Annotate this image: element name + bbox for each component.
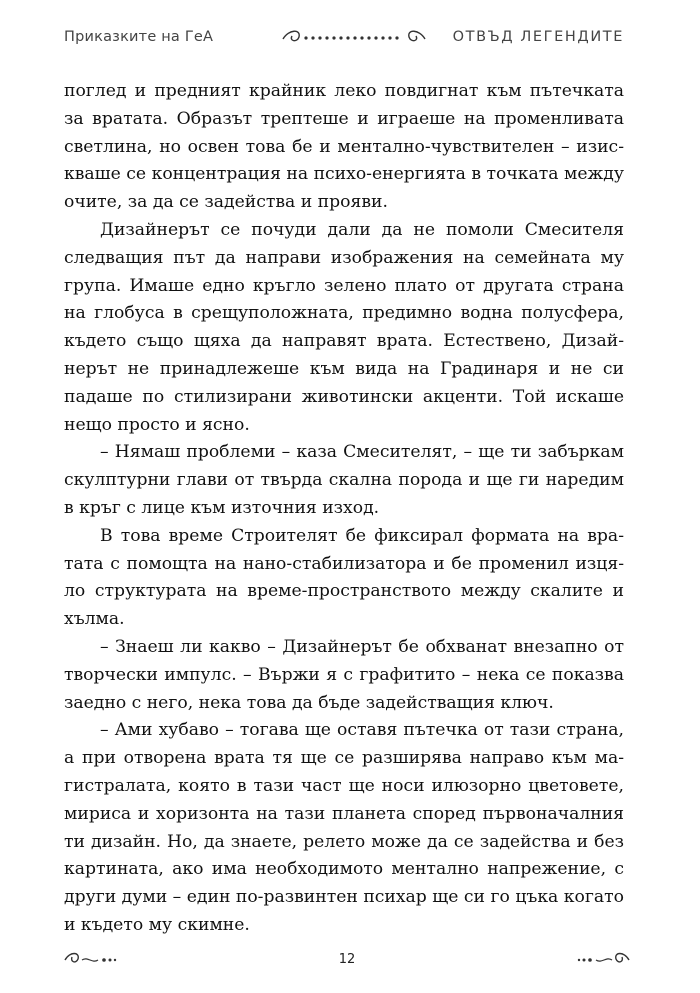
running-head	[64, 26, 624, 50]
paragraph: поглед и предният крайник леко повдигнат към пътечката за вратата. Образът трептеше и играеше на променливата светлина, но освен това бе и ментално-чувствителен – изискваше се концентрация на психо-енергията в точката между очите, за да се задейства и прояви.	[64, 81, 624, 213]
section-title: ОТВЪД ЛЕГЕНДИТЕ	[452, 29, 624, 45]
body-text	[64, 78, 624, 940]
page-number: 12	[338, 952, 356, 967]
paragraph: – Знаеш ли какво – Дизайнерът бе обхванат внезапно от творчески импулс. – Вържи я с графитито – нека се показва заедно с него, нека това да бъде задействащия ключ.	[64, 636, 624, 713]
paragraph: – Ами хубаво – тогава ще оставя пътечка от тази страна, а при отворена врата тя ще се разширява направо към магистралата, която в тази част ще носи илюзорно цветовете, мириса и хоризонта на тази планета според първоначалния ти дизайн. Но, да знаете, релето може да се задейства и без картината, ако има необходимото ментално напрежение, с други думи – един по-развинтен психар ще си го цъка когато и където му скимне.	[64, 720, 624, 935]
flourish-icon	[570, 948, 632, 970]
page-footer	[62, 948, 632, 972]
book-title: Приказките на ГеА	[64, 29, 214, 45]
paragraph: Дизайнерът се почуди дали да не помоли Смесителя следващия път да направи изображения на семейната му група. Имаше едно кръгло зелено плато от другата страна на глобуса в срещуположната, предимно водна полусфера, където също щяха да направят врата. Естествено, Дизайнерът не принадлежеше към вида на Градинаря и не си падаше по стилизирани животински акценти. Той искаше нещо просто и ясно.	[64, 219, 624, 435]
paragraph: В това време Строителят бе фиксирал формата на вратата с помощта на нано-стабилизатора и бе променил изцяло структурата на време-пространството между скалите и хълма.	[64, 525, 624, 630]
paragraph: – Нямаш проблеми – каза Смесителят, – ще ти забъркам скулптурни глави от твърда скална порода и ще ги наредим в кръг с лице към източния изход.	[64, 442, 624, 518]
flourish-icon	[279, 27, 429, 47]
